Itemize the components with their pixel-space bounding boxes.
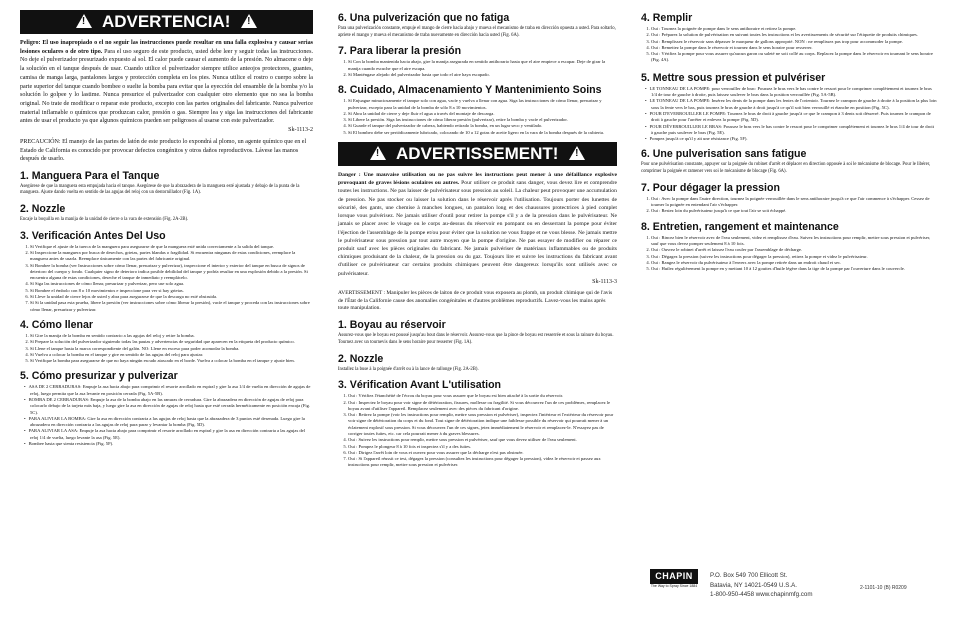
precaution-fr: AVERTISSEMENT : Manipuler les pièces de laiton de ce produit vous exposera au plomb, un produit chimique qui de l'avis de l'État de la Californie cause des anomalies congénitales et d'autres problèmes reproductifs. Lavez-vous les mains après toute manipulation. xyxy=(338,289,613,312)
list-item: 4. Oui : Remettez la pompe dans le réservoir et tournez dans le sens horaire pour resserrer. xyxy=(651,45,937,51)
list-item: 1. Sí Verifique el ajuste de la tuerca de la manguera para asegurarse de que la manguera esté unida correctamente a la salida del tanque. xyxy=(30,244,313,250)
list-item: 3. Oui : Dégagez la pression (suivez les instructions pour dégager la pression), retirez la pompe et videz le pulvérisateur. xyxy=(651,254,937,260)
section-title: 3. Verificación Antes Del Uso xyxy=(20,229,166,242)
list-item: • PARA ALIVIAR LA ASA: Empuje la asa hacia abajo para comprimir el resorte arrollado en espiral y gire la asa en dirección contraria a las agujas del reloj 1/4 de vuelta, luego levante la asa (Fig. 5E). xyxy=(30,428,313,441)
list-item: 4. Sí Vuelva a colocar la bomba en el tanque y gire en sentido de las agujas del reloj para ajustar. xyxy=(30,352,313,358)
section-title: 7. Para liberar la presión xyxy=(338,45,462,58)
section-fr-1 xyxy=(338,319,617,346)
list-item: 7. Sí Si la unidad pasa esta prueba, libere la presión (ver instrucciones sobre cómo liberar la presión), vacíe el tanque y proceda con las instrucciones sobre cómo llenar, presurizar y pulverizar. xyxy=(30,300,313,313)
list-item: 3. Sí Libere la presión. Siga las instrucciones de cómo liberar presión (pulverizar), retire la bomba y vacíe el pulverizador. xyxy=(348,117,617,123)
list-item: 1. Sí Enjuague minuciosamente el tanque solo con agua, vacíe y vuelva a llenar con agua. Siga las instrucciones de cómo llenar, presurizar y pulverizar, excepto para la unidad de la bomba de sólo 8 a 10 movimientos. xyxy=(348,98,617,111)
section-fr-2 xyxy=(338,353,617,374)
list-item: 2. Oui : Préparez la solution de pulvérisation en suivant toutes les instructions et les avertissements de sécurité sur l'étiquette de produits chimiques. xyxy=(651,32,937,38)
list-item: • Bombee hasta que sienta resistencia (Fig. 5F). xyxy=(30,441,313,447)
section-title: 4. Cómo llenar xyxy=(20,318,93,331)
list-item: 7. Oui : Si l'appareil réussit ce test, dégagez la pression (consultez les instructions pour dégager la pression), videz le réservoir et passez aux instructions pour remplir, mettre sous pression et pulvériser. xyxy=(348,456,617,469)
section-es-4 xyxy=(20,319,313,364)
list-item: • BOMBA DE 2 CERRADURAS: Empuje la asa de la bomba abajo en las ranuras de cerradura. Gire la abrazadera en dirección de agujas de reloj para colocarlo debajo de la tarjeta más baja, y luego gire la asa en dirección de agujas de reloj hasta que esté cerrada herméticamente en posición encaja (Fig. 5C). xyxy=(30,397,313,416)
list-item: • POUR D'EVERROUILLER LE POMPE: Tournez le bras de droit à gauche jusqu'à ce que le crampon à 3 dents soit désserré. Puis tournez le crampon de droit à gauche pour l'arrêter et enlevez la pompe (Fig. 5D). xyxy=(651,111,937,124)
list-item: 6. Sí Lleve la unidad de cierre lejos de usted y abra para asegurarse de que la descarga no esté obstruida. xyxy=(30,294,313,300)
section-es-8 xyxy=(338,84,617,136)
section-title: 2. Nozzle xyxy=(20,202,66,215)
list-item: 2. Sí Manténgase alejado del pulverizador hasta que todo el aire haya escapado. xyxy=(348,72,617,78)
warning-triangle-icon xyxy=(241,14,257,28)
list-item: 2. Oui : Inspectez le boyau pour voir signe de détérioration, fissures, mollesse ou fragilité. Si vous découvrez l'un de ces problèmes, remplacez le boyau avant d'utiliser l'appareil. Remplacez seulement avec des pièces du fabricant d'origine. xyxy=(348,400,617,413)
document-code: 2-1101-10 (B) R0209 xyxy=(860,585,907,591)
warning-banner-es: ! ADVERTENCIA! ! xyxy=(20,10,313,34)
list-item: 1. Oui : Vérifiez l'étanchéité de l'écrou du boyau pour vous assurer que le boyau est bien attaché à la sortie du réservoir. xyxy=(348,393,617,399)
section-title: 4. Remplir xyxy=(641,12,693,24)
section-title: 3. Vérification Avant L'utilisation xyxy=(338,379,502,392)
list-item: 1. Oui : Tournez la poignée de pompe dans le sens antihoraire et retirez la pompe. xyxy=(651,26,937,32)
list-item: 1. Sí Gire la manija de la bomba en sentido contrario a las agujas del reloj y retire la bomba. xyxy=(30,333,313,339)
section-es-6 xyxy=(338,12,617,39)
section-title: 1. Manguera Para el Tanque xyxy=(20,169,160,182)
list-item: • LE TONNEAU DE LA POMPE: Insérez les dents de la pompe dans les fentes de l'orientoir. Tournez le crampon de gauche à droite à la position la plus loin sous la fente vers le bas, puis tournez le bras de gauche à droit jusqu'à ce qu'il soit bien verrouillé et étanche en position (Fig. 5C). xyxy=(651,98,937,111)
list-item: 3. Oui : Remplissez le réservoir sans dépasser le marqueur de gallons approprié. NON : ne remplissez pas trop pour accommoder la pompe. xyxy=(651,39,937,45)
warning-triangle-icon xyxy=(569,146,585,160)
company-address: P.O. Box 549 700 Ellicott St. Batavia, NY 14021-0549 U.S.A. 1-800-950-4458 www.chapinmfg.com xyxy=(710,572,813,598)
ref-code-es: Sk-1113-2 xyxy=(288,127,313,134)
section-es-5 xyxy=(20,370,313,447)
section-fr-7 xyxy=(641,182,937,215)
list-item: 3. Sí Llene el tanque hasta la marca correspondiente del galón. NO: Llene en exceso para poder acomodar la bomba. xyxy=(30,346,313,352)
list-item: 5. Sí El bombeo debe ser periódicamente lubricado, colocando de 10 a 12 gotas de aceite ligero en la vara de la bomba después de la cubierta. xyxy=(348,130,617,136)
list-item: 4. Sí Siga las instrucciones de cómo llenar, presurizar y pulverizar, pero use solo agua. xyxy=(30,281,313,287)
section-text: Pour une pulvérisation constante, appuyer sur la poignée du robinet d'arrêt et déplacer en direction opposée à soi le mécanisme de blocage. Pour le libérer, comprimer la poignée et ramener vers soi le mécanisme de blocage (Fig. 6A). xyxy=(641,162,931,175)
middle-column xyxy=(338,10,617,469)
list-item: 1. Sí Con la bomba mantenida hacia abajo, gire la manija asegurada en sentido antihorario hasta que el aire empiece a escapar. Deje de girar la manija cuando escuche que el aire escapa. xyxy=(348,59,617,72)
section-title: 8. Cuidado, Almacenamiento Y Mantenimiento Soins xyxy=(338,84,602,97)
list-item: 2. Oui : Ouvrez le robinet d'arrêt et laissez l'eau couler par l'assemblage de décharge. xyxy=(651,247,937,253)
section-es-3 xyxy=(20,230,313,313)
ref-code-fr: Sk-1113-3 xyxy=(592,278,617,285)
section-title: 7. Pour dégager la pression xyxy=(641,181,780,194)
list-item: 3. Sí Bombee la bomba (ver Instrucciones sobre cómo llenar, presurizar y pulverizar), inspeccione el interior y exterior del tanque en busca de signos de deterioro del cuerpo y fondo. Cualquier signo de deterioro indica posible debilidad del tanque y podría resultar en una explosión debido a la presión. Si encuentra alguna de estas condiciones, deseche el tanque de inmediato y reemplácelo. xyxy=(30,263,313,282)
section-es-7 xyxy=(338,45,617,78)
list-item: • ASA DE 2 CERRADURAS: Empuje la asa hacia abajo para comprimir el resorte arrollado en espiral y gire la asa 1/4 de vuelta en dirección de agujas de reloj, luego permita que la asa levante en posición cerrada (Fig. 5A-5B). xyxy=(30,384,313,397)
section-text: Assurez-vous que le boyau est poussé jusqu'au bout dans le réservoir. Assurez-vous que la pince de boyau est resserrée et sous la rainure du boyau. Tournez avec un tournevis dans le sens horaire pour resserrer (Fig. 1A). xyxy=(338,333,614,345)
list-item: • PARA ALIVIAR LA BOMBA: Gire la asa en dirección contraria a las agujas de reloj hasta que la abrazadera de 3 puntos esté desenada. Luego gire la abrazadera en dirección contraria a las agujas de reloj para parar y levantar la bomba (Fig. 5D). xyxy=(30,416,313,429)
list-item: 2. Sí Abra la unidad de cierre y deje fluir el agua a través del montaje de descarga. xyxy=(348,111,617,117)
list-item: 5. Oui : Huilez régulièrement la pompe en y mettant 10 à 12 gouttes d'huile légère dans la tige de la pompe par l'ouverture dans le couvercle. xyxy=(651,266,937,272)
right-column xyxy=(641,10,937,273)
list-item: • POUR DÉVERROUILLER LE BRAS: Poussez le bras vers le bas contre le ressort pour le comprimer complètement et tournez le bras 1/4 de tour de droit à gauche puis soulever le bras (Fig. 5E). xyxy=(651,124,937,137)
list-item: 4. Oui : Suivez les instructions pour remplir, mettre sous pression et pulvériser, sauf que vous devez utiliser de l'eau seulement. xyxy=(348,437,617,443)
list-item: 3. Oui : Retirez la pompe (voir les instructions pour remplir, mettre sous pression et pulvériser), inspectez l'intérieur et l'extérieur du réservoir pour voir signe de détérioration du corps et du fond. Tout signe de détérioration indique une faiblesse possible du réservoir qui pourrait mener à un éclatement explosif sous pression. Si vous découvrez l'un de ces signes, jetez immédiatement le réservoir et remplacez-le. N'essayez pas de corriger toutes fuites, etc. car cela pourrait mener à du graves blessures. xyxy=(348,412,617,437)
list-item: 1. Oui : Rincez bien le réservoir avec de l'eau seulement, videz et remplissez d'eau. Suivez les instructions pour remplir, mettre sous pression et pulvériser, sauf que vous devez pomper seulement 8 à 10 fois. xyxy=(651,235,937,248)
section-title: 8. Entretien, rangement et maintenance xyxy=(641,220,839,233)
list-item: 5. Oui : Pompez le plongeur 8 à 10 fois et inspectez s'il y a des fuites. xyxy=(348,444,617,450)
list-item: 5. Sí Bombee el émbolo con 8 o 10 movimientos e inspeccione para ver si hay grietas. xyxy=(30,288,313,294)
warning-triangle-icon xyxy=(76,14,92,28)
footer xyxy=(650,565,940,605)
list-item: 2. Oui : Restez loin du pulvérisateur jusqu'à ce que tout l'air se soit échappé. xyxy=(651,208,937,214)
section-text: Para una pulverización constante, empuje el mango de cierre hacia abajo y mueva el mecanismo de traba en dirección opuesta a usted. Para soltarlo, apriete el mango y mueva el mecanismo de traba nuevamente en dirección hacia usted (Fig. 6A). xyxy=(338,26,616,38)
list-item: 6. Oui : Dirigez l'arrêt loin de vous et ouvrez pour vous assurer que la décharge n'est pas obstruée. xyxy=(348,450,617,456)
section-title: 1. Boyau au réservoir xyxy=(338,319,446,332)
section-fr-5 xyxy=(641,72,937,143)
section-title: 6. Una pulverización que no fatiga xyxy=(338,12,510,24)
list-item: • LE TONNEAU DE LA POMPE: pour verrouiller de brac: Poussez le bras vers le bas contre le ressort pour le comprimer complètement et tournez le bras 1/4 de tour de gauche à droite, puis laissez soulever le bras dans la position verrouillée (Fig. 5A-5B). xyxy=(651,86,937,99)
list-item: 1. Oui : Avec la pompe dans l'autre direction, tournez la poignée verrouillée dans le sens antihoraire jusqu'à ce que l'air commence à s'échapper. Cessez de tourner la poignée en entendant l'air s'échapper. xyxy=(651,196,937,209)
list-item: 2. Sí Prepare la solución del pulverizador siguiendo todas las pautas y advertencias de seguridad que aparecen en la etiqueta del producto químico. xyxy=(30,339,313,345)
warning-triangle-icon xyxy=(370,146,386,160)
list-item: 4. Oui : Rangez le réservoir du pulvérisateur à l'envers avec la pompe retirée dans un endroit chaud et sec. xyxy=(651,260,937,266)
list-item: • Pompez jusqu'à ce qu'il y ait une résistance (Fig. 5F). xyxy=(651,136,937,142)
section-es-1 xyxy=(20,170,313,197)
list-item: 2. Sí Inspeccione la manguera por busca de desechos, grietas, partes blandas o fragilidad. Si encuentra ningunas de estas condiciones, reemplace la manguera antes de usarla. Reemplace únicamente con las partes del fabricante original. xyxy=(30,250,313,263)
section-text: Installez la buse à la poignée d'arrêt ou à la lance de rallonge (Fig. 2A-2B). xyxy=(338,366,479,372)
precaution-es: PRECAUCIÓN: El manejo de las partes de latón de este producto lo expondrá al plomo, un agente químico que en el Estado de California es conocido por provocar defectos congénitos y otros daños reproductivos. Lávese las manos después de usarlo. xyxy=(20,139,307,163)
list-item: 5. Oui : Vérifiez la pompe pour vous assurer qu'aucun garon ou saleté ne soit collé au corps. Replacez la pompe dans le réservoir en tournant le sens horaire (Fig. 4A). xyxy=(651,51,937,64)
section-fr-4 xyxy=(641,12,937,64)
section-es-2 xyxy=(20,203,313,224)
list-item: 5. Sí Verifique la bomba para asegurarse de que no haya ningún escudo atascado en el borde. Vuelva a colocar la bomba en el tanque y ajuste bien. xyxy=(30,358,313,364)
section-title: 5. Cómo presurizar y pulverizar xyxy=(20,370,178,383)
section-fr-3 xyxy=(338,379,617,469)
spanish-column xyxy=(20,10,313,447)
list-item: 4. Sí Guarde el tanque del pulverizador de cabeza, habiendo retirado la bomba, en un lugar seco y ventilado. xyxy=(348,123,617,129)
section-title: 6. Une pulverisation sans fatigue xyxy=(641,148,807,161)
warning-banner-fr: ! ADVERTISSEMENT! ! xyxy=(338,142,617,166)
section-text: Asegúrese de que la manguera esta empujada hacia el tanque. Asegúrese de que la abrazadera de la manguera esté ajustada y debajo de la punta de la manguera. Ajuste dando vuelta en sentido de las agujas del reloj con un destornillador (Fig. 1A). xyxy=(20,183,300,196)
warning-text-es: Peligro: El uso inapropiado o el no seguir las instrucciones puede resultar en una falla explosiva y causar serias lesiones oculares o de otro tipo. Para el uso seguro de este producto, usted debe leer y seguir todas las instrucciones. No deje el pulverizador presurizado expuesto al sol. El calor puede causar el aumento de la presión. No almacene o deje la solución en el tanque después de usar. Cuando utilice el pulverizador siempre utilice anteojos protectores, guantes, camisa de manga larga, pantalones largos y protección completa en los pies. Nunca utilice el rostro o cuerpo sobre la parte superior del tanque cuando bombee o suelte la bomba para evitar que la eyección del ensamble de la bomba y/o la solución lo golpee y lo lastime. Nunca presurice el pulverizador con cualquier otro elemento que no sea la bomba original. No trate de modificar o reparar este producto, excepto con las partes originales del fabricante. Nunca pulverice material inflamable o químicos que produzcan calor, presión o gas. Siempre lea y siga las instrucciones del fabricante antes de usar el producto ya que algunos químicos pueden ser peligrosos al usarse con este pulverizador. xyxy=(20,40,313,125)
section-title: 2. Nozzle xyxy=(338,352,384,365)
chapin-logo: CHAPIN The Way to Spray Since 1884 xyxy=(650,571,698,588)
section-text: Encaje la boquilla en la manija de la unidad de cierre o la vara de extensión (Fig. 2A-2B). xyxy=(20,216,189,222)
section-fr-8 xyxy=(641,221,937,273)
warning-text-fr: Danger : Une mauvaise utilisation ou ne pas suivre les instructions peut mener à une défaillance explosive provoquant de graves lésions oculaires ou autres. Pour utiliser ce produit sans danger, vous devez lire et comprendre toutes les instructions. Ne pas laisser de pulvérisateur sous pression au soleil. La chaleur peut provoquer une accumulation de pression. Ne pas stocker ou laisser la solution dans le réservoir après l'utilisation. Toujours porter des lunettes de sécurité, des gants, une chemise à manches longues, un pantalon long et des chaussures protectrices à pied complet lorsque vous pulvérisez. Ne jamais utiliser d'outil pour retirer la pompe s'il y a de la pression dans le pulvérisateur. Ne jamais se placer avec le visage ou le corps au-dessus du réservoir en pompant ou en desserrant la pompe pour éviter l'éjection de l'assemblage de la pompe et/ou pour éviter que la solution ne vous frappe et ne vous blesse. Ne jamais mettre le pulvérisateur sous pression par tout autre moyen que la pompe d'origine. Ne pas essayer de modifier ou réparer ce produit sauf avec les pièces originales du fabricant. Ne jamais pulvériser de matériaux inflammables ou de produits chimiques produisant de la chaleur, de la pression ou du gaz. Toujours lire et suivre les instructions du fabricant avant d'utiliser ce pulvérisateur car certains produits chimiques peuvent être dangereux lorsqu'ils sont utilisés avec ce pulvérisateur. xyxy=(338,172,617,277)
section-fr-6 xyxy=(641,148,937,175)
section-title: 5. Mettre sous pression et pulvériser xyxy=(641,71,826,84)
